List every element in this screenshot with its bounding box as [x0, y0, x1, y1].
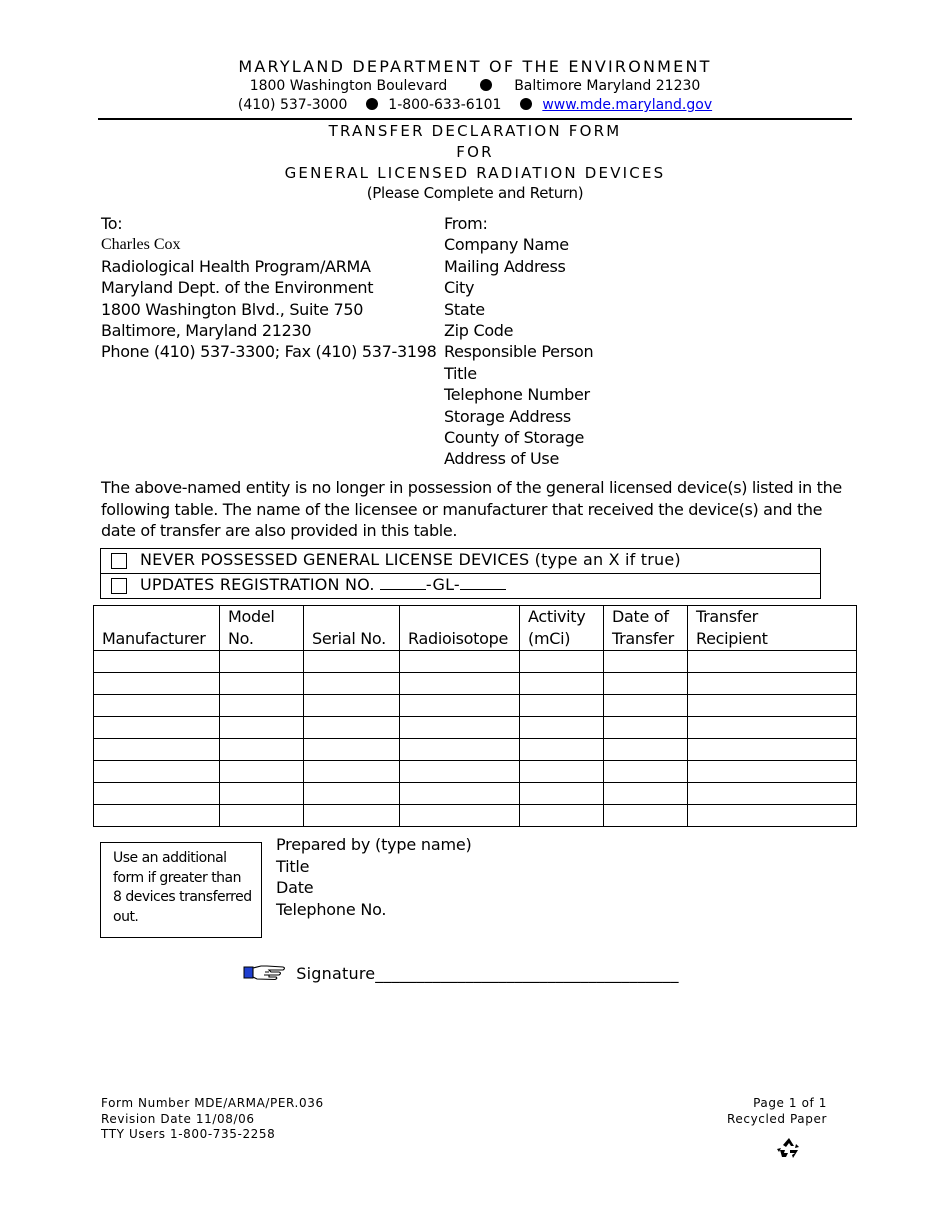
table-cell[interactable] [400, 739, 520, 761]
never-possessed-checkbox[interactable] [111, 553, 127, 569]
bullet-icon [520, 98, 532, 110]
table-cell[interactable] [688, 761, 857, 783]
header-transfer-recipient: Transfer Recipient [688, 606, 857, 651]
table-cell[interactable] [94, 783, 220, 805]
revision-date: Revision Date 11/08/06 [101, 1111, 255, 1126]
header-model-no: Model No. [220, 606, 304, 651]
header-activity: Activity (mCi) [520, 606, 604, 651]
table-cell[interactable] [400, 783, 520, 805]
website-link[interactable]: www.mde.maryland.gov [542, 97, 713, 113]
form-title: TRANSFER DECLARATION FORM [328, 122, 622, 140]
table-cell[interactable] [304, 673, 400, 695]
footer-right [700, 1096, 827, 1127]
table-cell[interactable] [688, 717, 857, 739]
table-row [94, 717, 857, 739]
table-row [94, 695, 857, 717]
table-cell[interactable] [220, 695, 304, 717]
from-field-mailing[interactable]: Mailing Address [444, 256, 566, 276]
page-number: Page 1 of 1 [753, 1096, 827, 1110]
signature-line[interactable] [243, 962, 679, 983]
phone-number: (410) 537-3000 [237, 97, 348, 113]
to-line: Phone (410) 537-3300; Fax (410) 537-3198 [101, 342, 437, 362]
table-cell[interactable] [220, 651, 304, 673]
from-field-company[interactable]: Company Name [444, 235, 569, 255]
form-subtitle: (Please Complete and Return) [366, 184, 584, 202]
table-cell[interactable] [94, 673, 220, 695]
registration-suffix-field[interactable] [460, 575, 506, 590]
table-cell[interactable] [304, 695, 400, 717]
prepared-block [276, 834, 472, 920]
contact-line [0, 97, 950, 113]
street-address: 1800 Washington Boulevard [249, 78, 448, 94]
table-cell[interactable] [400, 695, 520, 717]
from-field-zip[interactable]: Zip Code [444, 321, 514, 341]
to-line: Radiological Health Program/ARMA [101, 256, 371, 276]
table-cell[interactable] [220, 739, 304, 761]
footer-left [101, 1096, 324, 1143]
from-field-responsible[interactable]: Responsible Person [444, 342, 594, 362]
from-field-title[interactable]: Title [444, 363, 477, 383]
table-cell[interactable] [688, 673, 857, 695]
devices-table [93, 605, 857, 827]
department-name: MARYLAND DEPARTMENT OF THE ENVIRONMENT [238, 57, 712, 76]
table-cell[interactable] [604, 651, 688, 673]
table-cell[interactable] [304, 739, 400, 761]
table-cell[interactable] [520, 673, 604, 695]
from-label: From: [444, 214, 488, 233]
table-cell[interactable] [94, 805, 220, 827]
from-field-county[interactable]: County of Storage [444, 428, 585, 448]
table-cell[interactable] [220, 783, 304, 805]
header-serial-no: Serial No. [304, 606, 400, 651]
table-cell[interactable] [304, 783, 400, 805]
table-row [94, 783, 857, 805]
signature-label: Signature [296, 964, 376, 983]
table-cell[interactable] [220, 717, 304, 739]
table-cell[interactable] [304, 651, 400, 673]
table-cell[interactable] [520, 761, 604, 783]
to-label: To: [101, 214, 123, 233]
table-cell[interactable] [220, 761, 304, 783]
table-cell[interactable] [304, 761, 400, 783]
from-field-state[interactable]: State [444, 299, 485, 319]
table-cell[interactable] [94, 651, 220, 673]
updates-row [101, 573, 820, 598]
recycle-icon [776, 1136, 802, 1160]
table-cell[interactable] [304, 805, 400, 827]
to-line: 1800 Washington Blvd., Suite 750 [101, 299, 364, 319]
bullet-icon [366, 98, 378, 110]
form-number: Form Number MDE/ARMA/PER.036 [101, 1096, 324, 1110]
table-cell[interactable] [604, 717, 688, 739]
table-row [94, 739, 857, 761]
header-date-of-transfer: Date of Transfer [604, 606, 688, 651]
table-cell[interactable] [520, 783, 604, 805]
from-field-storage[interactable]: Storage Address [444, 406, 571, 426]
table-cell[interactable] [604, 739, 688, 761]
table-cell[interactable] [94, 761, 220, 783]
signature-blank: _____________________________________ [375, 964, 679, 983]
table-row [94, 673, 857, 695]
table-cell[interactable] [604, 695, 688, 717]
updates-label: UPDATES REGISTRATION NO. -GL- [140, 575, 506, 594]
address-line [0, 78, 950, 94]
table-cell[interactable] [520, 651, 604, 673]
form-title-devices: GENERAL LICENSED RADIATION DEVICES [284, 164, 666, 182]
prepared-by-field[interactable]: Prepared by (type name) [276, 835, 472, 854]
table-cell[interactable] [604, 805, 688, 827]
recycled-paper: Recycled Paper [726, 1111, 827, 1126]
to-line: Maryland Dept. of the Environment [101, 278, 374, 298]
table-cell[interactable] [688, 651, 857, 673]
header-radioisotope: Radioisotope [400, 606, 520, 651]
table-cell[interactable] [94, 717, 220, 739]
table-cell[interactable] [688, 805, 857, 827]
prepared-date-field[interactable]: Date [276, 878, 314, 897]
table-cell[interactable] [220, 673, 304, 695]
city-address: Baltimore Maryland 21230 [514, 78, 701, 94]
table-cell[interactable] [400, 761, 520, 783]
to-line: Baltimore, Maryland 21230 [101, 321, 312, 341]
form-title-for: FOR [456, 143, 494, 161]
table-cell[interactable] [400, 651, 520, 673]
registration-prefix-field[interactable] [380, 575, 426, 590]
declaration-paragraph: The above-named entity is no longer in possession of the general licensed device(s) listed in the following table. The name of the licensee or manufacturer that received the device(s) and the date of transfer are also provided in this table. [101, 478, 842, 540]
from-field-city[interactable]: City [444, 278, 475, 298]
checkbox-group [100, 548, 821, 599]
table-cell[interactable] [520, 717, 604, 739]
table-cell[interactable] [400, 805, 520, 827]
table-cell[interactable] [400, 717, 520, 739]
table-cell[interactable] [688, 739, 857, 761]
to-block [101, 213, 437, 363]
never-possessed-label: NEVER POSSESSED GENERAL LICENSE DEVICES (type an X if true) [140, 550, 681, 569]
table-cell[interactable] [94, 739, 220, 761]
table-cell[interactable] [688, 695, 857, 717]
from-block [444, 213, 593, 470]
table-row [94, 761, 857, 783]
table-cell[interactable] [604, 783, 688, 805]
recipient-name: Charles Cox [101, 236, 181, 254]
table-row [94, 651, 857, 673]
table-cell[interactable] [400, 673, 520, 695]
table-cell[interactable] [688, 783, 857, 805]
table-row [94, 805, 857, 827]
table-cell[interactable] [604, 673, 688, 695]
table-cell[interactable] [520, 739, 604, 761]
prepared-title-field[interactable]: Title [276, 856, 310, 876]
table-cell[interactable] [520, 805, 604, 827]
additional-form-note: Use an additional form if greater than 8 devices transferred out. [100, 842, 262, 938]
tollfree-number: 1-800-633-6101 [388, 97, 502, 113]
table-cell[interactable] [220, 805, 304, 827]
updates-checkbox[interactable] [111, 578, 127, 594]
bullet-icon [480, 79, 492, 91]
header-manufacturer: Manufacturer [94, 606, 220, 651]
table-cell[interactable] [304, 717, 400, 739]
prepared-telephone-field[interactable]: Telephone No. [276, 899, 387, 919]
pointing-hand-icon [243, 962, 287, 982]
tty-number: TTY Users 1-800-735-2258 [101, 1127, 276, 1141]
from-field-use[interactable]: Address of Use [444, 449, 560, 469]
table-header-row [94, 606, 857, 651]
from-field-telephone[interactable]: Telephone Number [444, 385, 590, 405]
header-divider [98, 118, 852, 120]
never-possessed-row [101, 549, 820, 573]
table-cell[interactable] [94, 695, 220, 717]
table-cell[interactable] [604, 761, 688, 783]
table-cell[interactable] [520, 695, 604, 717]
